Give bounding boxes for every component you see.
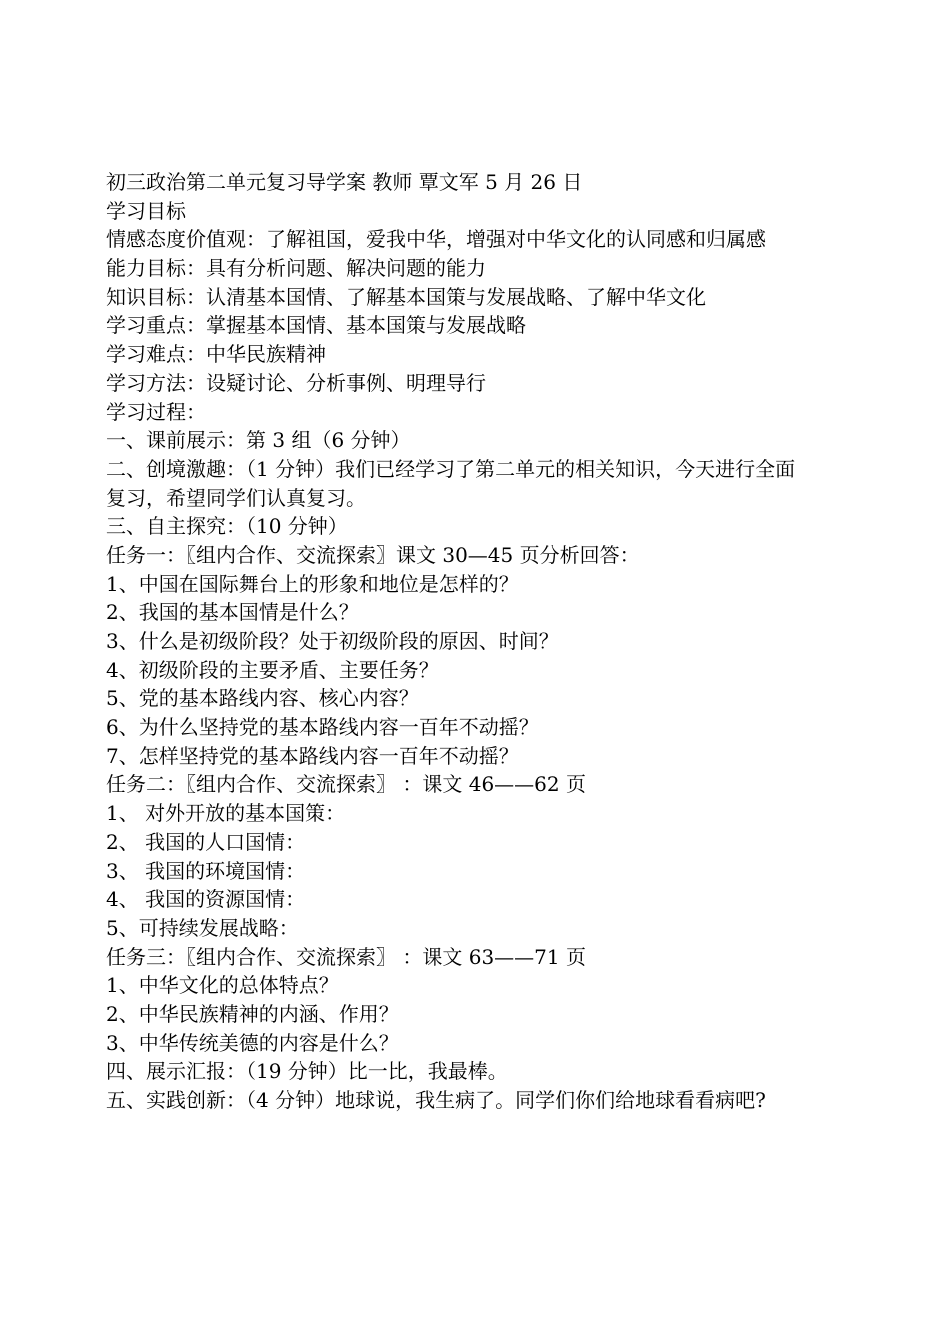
- text-line: 学习难点：中华民族精神: [106, 342, 326, 367]
- text-line: 五、实践创新：（4 分钟）地球说，我生病了。同学们你们给地球看看病吧?: [106, 1088, 766, 1112]
- list-item: 3、中华传统美德的内容是什么？: [106, 1030, 399, 1055]
- list-item: 7、怎样坚持党的基本路线内容一百年不动摇？: [106, 743, 519, 768]
- list-item: 3、 我国的环境国情：: [106, 858, 306, 883]
- text-line: 学习方法：设疑讨论、分析事例、明理导行: [106, 370, 486, 395]
- task-heading: 任务一：〖组内合作、交流探索〗课文 30—45 页分析回答：: [106, 542, 640, 567]
- text-line: 四、展示汇报：（19 分钟）比一比，我最棒。: [106, 1059, 508, 1084]
- list-item: 6、为什么坚持党的基本路线内容一百年不动摇？: [106, 715, 539, 740]
- list-item: 2、我国的基本国情是什么？: [106, 600, 359, 625]
- text-line: 知识目标：认清基本国情、了解基本国策与发展战略、了解中华文化: [106, 284, 706, 309]
- text-line: 三、自主探究：（10 分钟）: [106, 514, 348, 539]
- task-heading: 任务二：〖组内合作、交流探索〗 ：课文 46——62 页: [106, 772, 586, 797]
- list-item: 1、 对外开放的基本国策：: [106, 801, 346, 826]
- list-item: 5、可持续发展战略：: [106, 915, 299, 940]
- list-item: 5、党的基本路线内容、核心内容？: [106, 686, 419, 711]
- list-item: 2、中华民族精神的内涵、作用？: [106, 1001, 399, 1026]
- list-item: 4、 我国的资源国情：: [106, 887, 306, 912]
- list-item: 4、初级阶段的主要矛盾、主要任务？: [106, 657, 439, 682]
- text-line: 情感态度价值观：了解祖国，爱我中华，增强对中华文化的认同感和归属感: [106, 227, 766, 252]
- section-heading-learning-process: 学习过程：: [106, 399, 206, 424]
- list-item: 3、什么是初级阶段？处于初级阶段的原因、时间？: [106, 629, 559, 653]
- list-item: 1、中华文化的总体特点？: [106, 973, 339, 998]
- text-line: 学习重点：掌握基本国情、基本国策与发展战略: [106, 313, 526, 338]
- text-line: 复习，希望同学们认真复习。: [106, 485, 366, 510]
- text-line: 一、课前展示：第 3 组（6 分钟）: [106, 428, 411, 453]
- text-line: 二、创境激趣：（1 分钟）我们已经学习了第二单元的相关知识，今天进行全面: [106, 456, 796, 481]
- document-title: 初三政治第二单元复习导学案 教师 覃文军 5 月 26 日: [106, 170, 583, 194]
- list-item: 1、中国在国际舞台上的形象和地位是怎样的？: [106, 571, 519, 596]
- section-heading-learning-goals: 学习目标: [106, 198, 186, 223]
- list-item: 2、 我国的人口国情：: [106, 829, 306, 854]
- task-heading: 任务三：〖组内合作、交流探索〗 ：课文 63——71 页: [106, 944, 586, 969]
- document-body: [106, 168, 866, 1115]
- text-line: 能力目标：具有分析问题、解决问题的能力: [106, 256, 486, 281]
